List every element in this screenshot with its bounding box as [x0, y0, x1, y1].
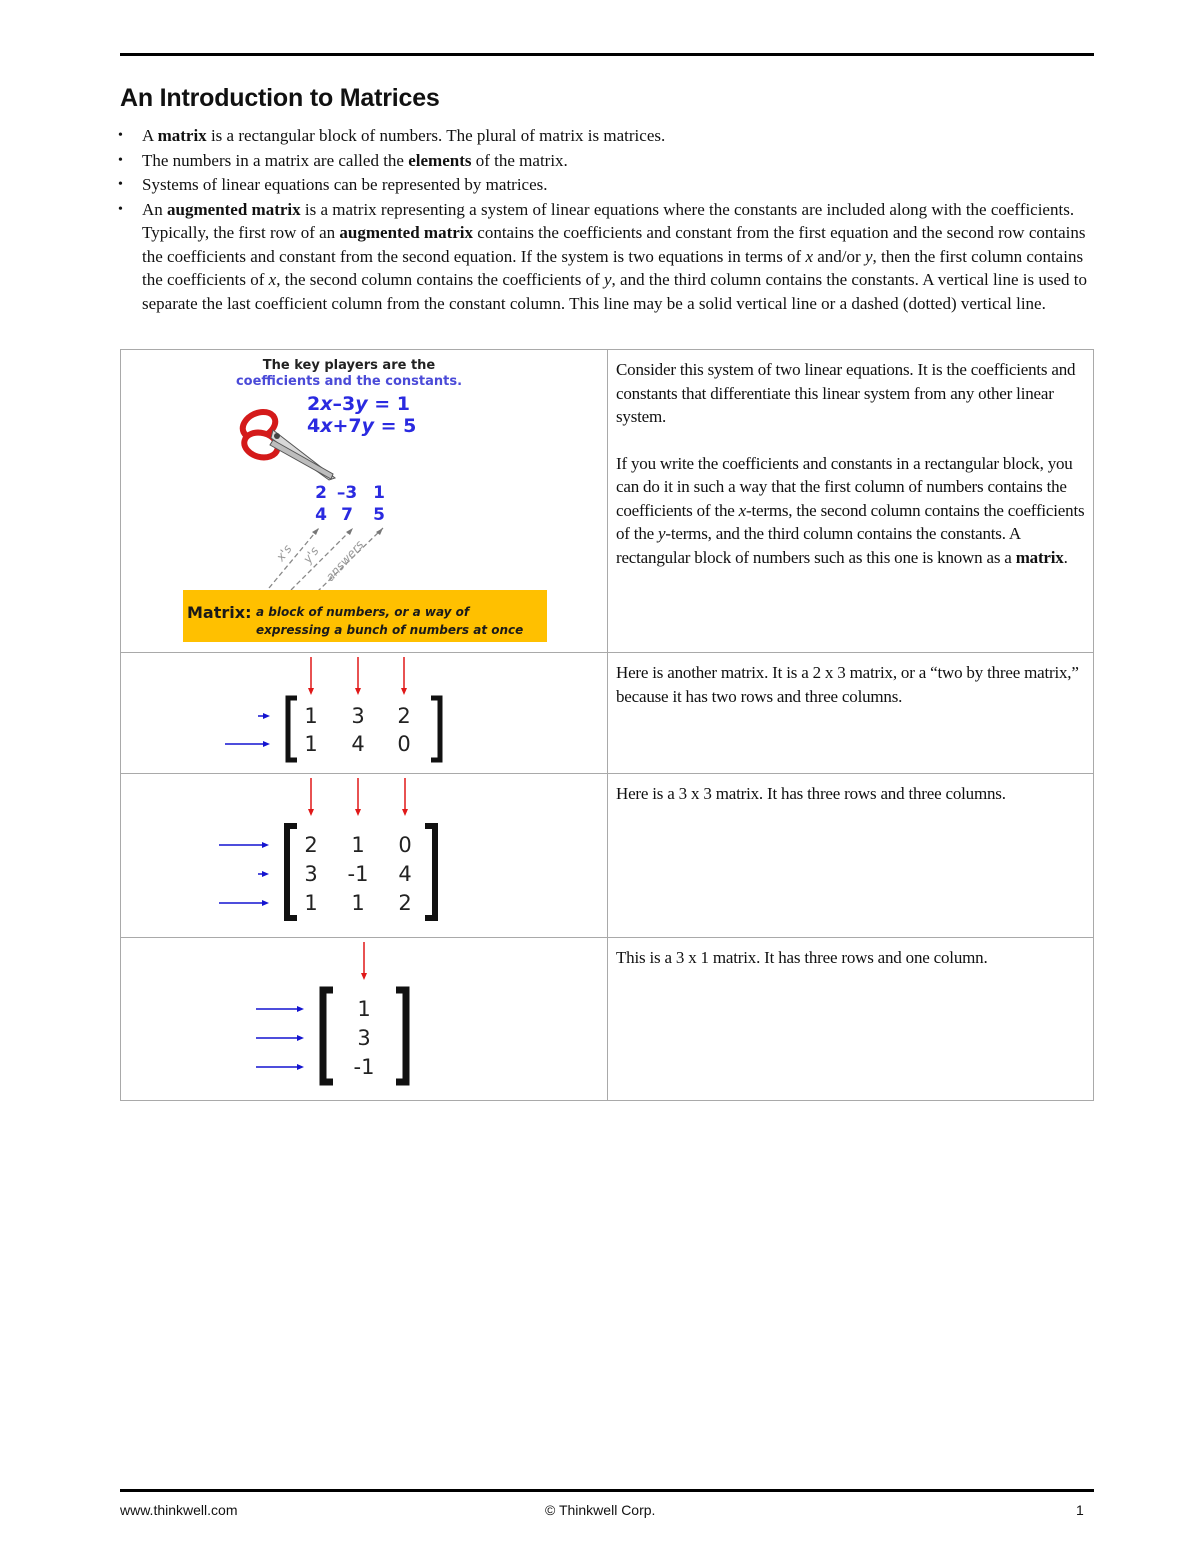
left-bracket [287, 826, 297, 918]
figure-header-line2: coefficients and the constants. [235, 374, 463, 389]
text-run: The numbers in a matrix are called the [142, 150, 409, 170]
table-row [121, 774, 1094, 938]
row-arrowhead [263, 741, 270, 747]
text-run: , then the first column contains the coefficients of [142, 246, 1084, 289]
description-paragraph [616, 452, 1085, 570]
matrix-figure-cell [121, 350, 608, 653]
text-run: , the second column contains the coefficients of [276, 270, 604, 289]
text-run: An [142, 199, 168, 219]
row-arrowhead [262, 842, 269, 848]
column-arrowhead [401, 688, 407, 695]
text-run: of the matrix. [471, 150, 568, 170]
row-arrowhead [262, 900, 269, 906]
column-arrowhead [308, 809, 314, 816]
figure-matrix-entry: 5 [373, 505, 385, 525]
matrix-entry: 1 [357, 997, 371, 1021]
matrix-entry: 2 [397, 704, 411, 728]
description-paragraph: Here is a 3 x 3 matrix. It has three rows and three columns. [616, 784, 1006, 803]
row-arrowhead [297, 1064, 304, 1070]
description-paragraph: Consider this system of two linear equations. It is the coefficients and constants that differentiate this linear system from any other linear system. [616, 360, 1076, 426]
description-paragraph: This is a 3 x 1 matrix. It has three rows and one column. [616, 948, 988, 967]
figure-header-line1: The key players are the [262, 358, 436, 373]
matrix-entry: 3 [351, 704, 365, 728]
matrix-entry: -1 [347, 862, 369, 886]
text-run: . [1063, 547, 1068, 567]
column-arrowhead [402, 809, 408, 816]
figure-matrix-entry: 1 [373, 483, 385, 503]
figure-matrix-entry: 7 [341, 505, 353, 525]
top-rule [120, 53, 1094, 56]
variable: y [658, 524, 666, 543]
matrix-3x3-figure [121, 774, 607, 937]
description-cell [608, 938, 1094, 1101]
matrix-entry: 2 [398, 891, 412, 915]
description-cell [608, 653, 1094, 774]
variable: x [738, 500, 747, 520]
text-run: is a rectangular block of numbers. The plural of matrix is matrices. [206, 126, 666, 145]
text-run: If you write the coefficients and constants in a rectangular block, you can do it in such a way that the first column of numbers contains the coefficients of the [616, 453, 1073, 520]
matrix-entry: 4 [351, 732, 365, 756]
footer-website: www.thinkwell.com [120, 1502, 238, 1518]
right-bracket [396, 990, 406, 1082]
figure-matrix-entry: 2 [315, 483, 327, 503]
y-arrow-label: y's [300, 544, 322, 566]
matrix-2x3-figure [121, 653, 607, 773]
bold-term: augmented matrix [167, 199, 301, 219]
bullet-item [118, 173, 1096, 197]
variable: x [805, 246, 814, 266]
description-cell [608, 774, 1094, 938]
text-run: is a matrix representing a system of linear equations where the constants are included along with the coefficients. Typically, the first row of an [142, 199, 1075, 242]
row-arrowhead [297, 1006, 304, 1012]
variable: y [604, 270, 612, 289]
x-arrow-label: x's [273, 542, 295, 564]
matrix-entry: 1 [304, 704, 318, 728]
banner-line-2: expressing a bunch of numbers at once [256, 623, 524, 637]
figure-matrix-entry: 4 [315, 505, 327, 525]
variable: x [268, 270, 277, 289]
matrix-entry: 1 [351, 891, 365, 915]
matrix-entry: 1 [304, 891, 318, 915]
text-run: A [142, 126, 158, 145]
matrix-entry: 1 [304, 732, 318, 756]
matrix-3x1-figure [121, 938, 607, 1100]
bold-term: augmented matrix [339, 223, 474, 242]
matrix-entry: -1 [353, 1055, 375, 1079]
matrix-examples-table [120, 349, 1094, 1101]
row-arrowhead [262, 871, 269, 877]
matrix-entry: 2 [304, 833, 318, 857]
column-arrowhead [308, 688, 314, 695]
text-run: and/or [813, 246, 865, 266]
text-run: Systems of linear equations can be represented by matrices. [142, 175, 548, 194]
text-run: -terms, and the third column contains the constants. A rectangular block of numbers such as this one is known as a [616, 524, 1021, 567]
banner-line-1: a block of numbers, or a way of [256, 605, 470, 619]
right-bracket [425, 826, 435, 918]
answers-arrow-label: answers [322, 537, 367, 585]
matrix-figure-cell [121, 938, 608, 1101]
footer-rule [120, 1489, 1094, 1492]
figure-matrix-entry: –3 [336, 483, 358, 503]
page-title: An Introduction to Matrices [120, 84, 440, 112]
matrix-entry: 0 [397, 732, 411, 756]
bold-term: matrix [1015, 547, 1064, 567]
footer-page-number: 1 [1076, 1502, 1084, 1518]
table-row [121, 653, 1094, 774]
table-row [121, 938, 1094, 1101]
row-arrowhead [263, 713, 270, 719]
bold-term: elements [408, 150, 472, 170]
matrix-entry: 0 [398, 833, 412, 857]
banner-label: Matrix: [187, 603, 252, 622]
figure-coefficient-matrix [315, 483, 385, 525]
column-arrowhead [355, 809, 361, 816]
matrix-entry: 3 [304, 862, 318, 886]
equation-1: 2x–3y = 1 [307, 393, 410, 415]
table-row [121, 350, 1094, 653]
row-arrowhead [297, 1035, 304, 1041]
bullet-item [118, 124, 1096, 148]
description-cell [608, 350, 1094, 653]
text-run: -terms, the second column contains the coefficients of the [616, 500, 1085, 543]
bullet-list [118, 124, 1096, 316]
bullet-item [118, 149, 1096, 173]
text-run: , and the third column contains the constants. A vertical line is used to separate the last coefficient column from the constant column. This line may be a solid vertical line or a dashed (dotted) vertical line. [142, 270, 1087, 313]
matrix-figure-cell [121, 653, 608, 774]
description-paragraph: Here is another matrix. It is a 2 x 3 matrix, or a “two by three matrix,” because it has two rows and three columns. [616, 663, 1079, 706]
bullet-item [118, 198, 1096, 316]
bold-term: matrix [157, 126, 207, 145]
variable: y [864, 246, 873, 266]
equation-2: 4x+7y = 5 [307, 415, 417, 437]
matrix-entry: 4 [398, 862, 412, 886]
matrix-entry: 3 [357, 1026, 371, 1050]
matrix-intro-figure [121, 350, 607, 652]
matrix-entry: 1 [351, 833, 365, 857]
matrix-figure-cell [121, 774, 608, 938]
left-bracket [323, 990, 333, 1082]
column-arrowhead [355, 688, 361, 695]
left-bracket [288, 698, 297, 760]
footer-copyright: © Thinkwell Corp. [545, 1502, 656, 1518]
column-arrowhead [361, 973, 367, 980]
right-bracket [431, 698, 440, 760]
text-run: contains the coefficients and constant from the first equation and the second row contains the coefficients and constant from the second equation. If the system is two equations in terms of [142, 223, 1086, 266]
